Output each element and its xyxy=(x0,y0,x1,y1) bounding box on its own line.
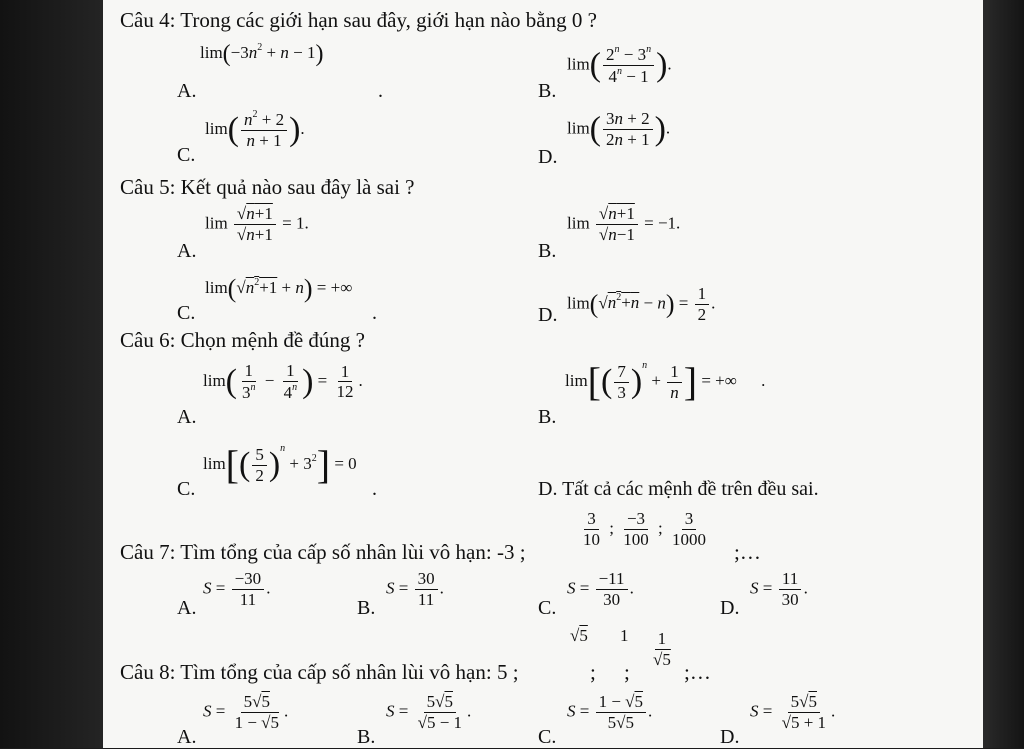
q6-option-c-dot: . xyxy=(372,478,377,500)
q6-option-a-expr: lim( $\frac{1}{3^n}$ − $\frac{1}{4^n}$ ) = $\frac{1}{12}$ . xyxy=(203,361,363,402)
q8-option-d-label[interactable]: D. xyxy=(720,726,740,748)
q8-term-one: 1 xyxy=(620,626,629,645)
q7-option-b-label[interactable]: B. xyxy=(357,597,376,619)
q5-option-c-dot: . xyxy=(372,302,377,324)
q7-option-b-expr: S = $\frac{30}{11}$ . xyxy=(386,569,444,609)
q5-option-c-expr: $\lim(√n^2+1 + n)$ = +∞ xyxy=(205,274,353,303)
q8-title: Câu 8: Tìm tổng của cấp số nhân lùi vô hạn: 5 ; xyxy=(120,660,519,684)
q8-option-a-expr: S = $\frac{5√5}{1 - √5}$ . xyxy=(203,692,289,732)
q8-sep-2: ; xyxy=(624,660,630,684)
q5-title: Câu 5: Kết quả nào sau đây là sai ? xyxy=(120,175,415,199)
q6-option-a-label[interactable]: A. xyxy=(177,406,197,428)
q4-option-a-dot: . xyxy=(378,80,383,102)
q7-terms: $\frac{3}{10}$ ; $\frac{-3}{100}$ ; $\frac{3}{1000}$ xyxy=(583,509,706,549)
q5-option-d-expr: $\lim(√n^2+n - n)$ = $\frac{1}{2}$ . xyxy=(567,284,716,324)
q8-option-a-label[interactable]: A. xyxy=(177,726,197,748)
q4-option-c-label[interactable]: C. xyxy=(177,144,196,166)
q7-option-d-label[interactable]: D. xyxy=(720,597,740,619)
q5-option-b-label[interactable]: B. xyxy=(538,240,557,262)
q6-option-b-label[interactable]: B. xyxy=(538,406,557,428)
q4-title: Câu 4: Trong các giới hạn sau đây, giới hạn nào bằng 0 ? xyxy=(120,8,597,32)
q5-option-a-label[interactable]: A. xyxy=(177,240,197,262)
q4-option-d-label[interactable]: D. xyxy=(538,146,558,168)
q7-option-d-expr: S = $\frac{11}{30}$ . xyxy=(750,569,808,609)
q5-option-d-label[interactable]: D. xyxy=(538,304,558,326)
q8-tail: ;… xyxy=(684,660,711,684)
q8-sep-1: ; xyxy=(590,660,596,684)
q8-option-b-expr: S = $\frac{5√5}{√5 - 1}$ . xyxy=(386,692,472,732)
q8-option-c-label[interactable]: C. xyxy=(538,726,557,748)
q8-option-d-expr: S = $\frac{5√5}{√5 + 1}$ . xyxy=(750,692,836,732)
q5-option-b-expr: lim $\frac{√n+1}{√n-1}$ = −1. xyxy=(567,204,681,244)
q8-option-b-label[interactable]: B. xyxy=(357,726,376,748)
q4-option-d-expr: lim( $\frac{3n + 2}{2n + 1}$ ). xyxy=(567,109,671,149)
q8-term-inv-sqrt5: $\frac{1}{√5}$ xyxy=(653,629,671,669)
q7-option-c-expr: S = $\frac{-11}{30}$ . xyxy=(567,569,634,609)
q6-option-d-text[interactable]: D. Tất cả các mệnh đề trên đều sai. xyxy=(538,478,819,500)
q4-option-a-expr: $\lim(-3n^2 + n - 1)$ xyxy=(200,41,324,68)
q6-title: Câu 6: Chọn mệnh đề đúng ? xyxy=(120,328,365,352)
q4-option-a-label[interactable]: A. xyxy=(177,80,197,102)
q7-tail: ;… xyxy=(734,540,761,564)
q7-title: Câu 7: Tìm tổng của cấp số nhân lùi vô hạn: -3 ; xyxy=(120,540,526,564)
q6-option-c-expr: lim[( $\frac{5}{2}$ )$^n + 3^2] = 0$ xyxy=(203,442,357,488)
right-background xyxy=(983,0,1024,748)
q7-option-a-label[interactable]: A. xyxy=(177,597,197,619)
q6-option-b-expr: lim[( $\frac{7}{3}$ )$^n$ + $\frac{1}{n}$ ] = +∞ . xyxy=(565,359,766,405)
q6-option-c-label[interactable]: C. xyxy=(177,478,196,500)
q8-option-c-expr: S = $\frac{1 - √5}{5√5}$ . xyxy=(567,692,653,732)
q7-option-c-label[interactable]: C. xyxy=(538,597,557,619)
q8-term-sqrt5: √5 xyxy=(570,626,588,645)
q4-option-c-expr: lim( $\frac{n^2 + 2}{n + 1}$ ). xyxy=(205,109,305,150)
left-background xyxy=(0,0,103,748)
q4-option-b-expr: lim( $\frac{2^n - 3^n}{4^n - 1}$ ). xyxy=(567,44,672,86)
q7-option-a-expr: S = $\frac{-30}{11}$ . xyxy=(203,569,271,609)
q5-option-a-expr: lim $\frac{√n+1}{√n+1}$ = 1. xyxy=(205,204,309,244)
q4-option-b-label[interactable]: B. xyxy=(538,80,557,102)
q5-option-c-label[interactable]: C. xyxy=(177,302,196,324)
